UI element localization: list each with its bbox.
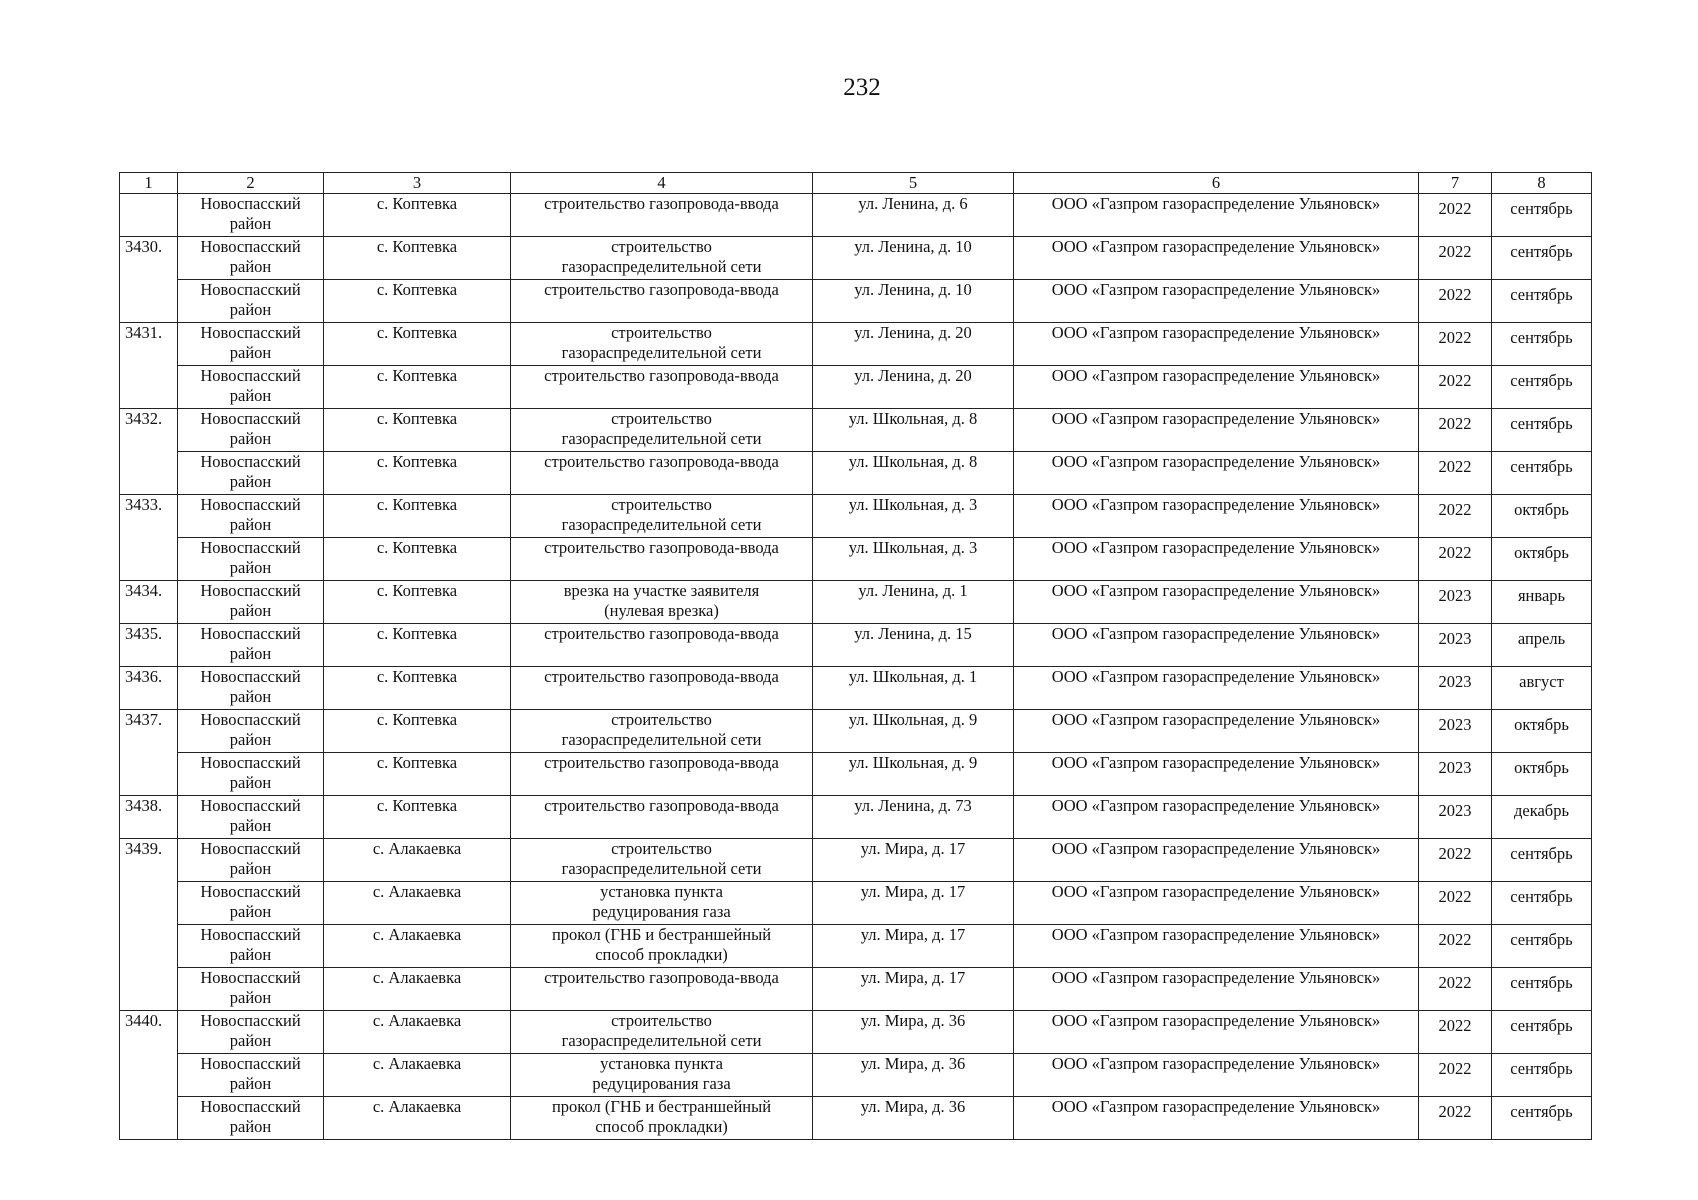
table-row xyxy=(120,538,1592,581)
work-line: газораспределительной сети xyxy=(561,257,762,276)
work-type-cell xyxy=(511,710,813,753)
organization-cell: ООО «Газпром газораспределение Ульяновск» xyxy=(1014,839,1419,882)
district-line: Новоспасский xyxy=(200,323,301,342)
district-cell xyxy=(178,925,324,968)
organization-cell: ООО «Газпром газораспределение Ульяновск» xyxy=(1014,495,1419,538)
table-row xyxy=(120,624,1592,667)
district-cell xyxy=(178,495,324,538)
settlement-cell: с. Коптевка xyxy=(324,452,511,495)
month-cell: декабрь xyxy=(1492,796,1592,839)
settlement-cell: с. Коптевка xyxy=(324,194,511,237)
district-cell xyxy=(178,409,324,452)
work-type-cell xyxy=(511,323,813,366)
district-line: Новоспасский xyxy=(200,882,301,901)
district-line: Новоспасский xyxy=(200,366,301,385)
year-cell: 2022 xyxy=(1419,1097,1492,1140)
month-cell: сентябрь xyxy=(1492,237,1592,280)
year-cell: 2022 xyxy=(1419,1054,1492,1097)
settlement-cell: с. Коптевка xyxy=(324,624,511,667)
settlement-cell: с. Алакаевка xyxy=(324,882,511,925)
organization-cell: ООО «Газпром газораспределение Ульяновск» xyxy=(1014,1097,1419,1140)
address-cell: ул. Мира, д. 17 xyxy=(813,968,1014,1011)
work-type-cell xyxy=(511,839,813,882)
address-cell: ул. Мира, д. 17 xyxy=(813,882,1014,925)
district-line: Новоспасский xyxy=(200,237,301,256)
district-line: Новоспасский xyxy=(200,624,301,643)
year-cell: 2022 xyxy=(1419,409,1492,452)
row-number: 3433. xyxy=(120,495,178,538)
settlement-cell: с. Алакаевка xyxy=(324,1054,511,1097)
year-cell: 2023 xyxy=(1419,581,1492,624)
work-line: прокол (ГНБ и бестраншейный xyxy=(551,925,772,944)
organization-cell: ООО «Газпром газораспределение Ульяновск» xyxy=(1014,323,1419,366)
year-cell: 2022 xyxy=(1419,495,1492,538)
table-row xyxy=(120,409,1592,452)
district-line: Новоспасский xyxy=(200,495,301,514)
work-line: редуцирования газа xyxy=(592,1074,731,1093)
work-line: способ прокладки) xyxy=(595,945,728,964)
row-number xyxy=(120,452,178,495)
header-cell: 2 xyxy=(178,173,324,194)
month-cell: сентябрь xyxy=(1492,1054,1592,1097)
district-line: Новоспасский xyxy=(200,796,301,815)
district-cell xyxy=(178,1097,324,1140)
district-line: Новоспасский xyxy=(200,839,301,858)
work-line: газораспределительной сети xyxy=(561,730,762,749)
work-line: газораспределительной сети xyxy=(561,859,762,878)
row-number xyxy=(120,882,178,925)
table-row xyxy=(120,1054,1592,1097)
year-cell: 2022 xyxy=(1419,280,1492,323)
settlement-cell: с. Алакаевка xyxy=(324,1011,511,1054)
month-cell: сентябрь xyxy=(1492,1097,1592,1140)
address-cell: ул. Ленина, д. 6 xyxy=(813,194,1014,237)
district-cell xyxy=(178,280,324,323)
settlement-cell: с. Коптевка xyxy=(324,538,511,581)
district-line: Новоспасский xyxy=(200,409,301,428)
year-cell: 2022 xyxy=(1419,237,1492,280)
work-line: строительство газопровода-ввода xyxy=(544,968,779,987)
table-row xyxy=(120,280,1592,323)
work-line: газораспределительной сети xyxy=(561,343,762,362)
month-cell: январь xyxy=(1492,581,1592,624)
table-row xyxy=(120,581,1592,624)
district-line: район xyxy=(229,558,272,577)
address-cell: ул. Школьная, д. 8 xyxy=(813,409,1014,452)
work-type-cell xyxy=(511,753,813,796)
work-line: строительство газопровода-ввода xyxy=(544,366,779,385)
work-type-cell xyxy=(511,968,813,1011)
district-cell xyxy=(178,538,324,581)
year-cell: 2023 xyxy=(1419,710,1492,753)
row-number xyxy=(120,1054,178,1097)
address-cell: ул. Ленина, д. 10 xyxy=(813,237,1014,280)
row-number: 3438. xyxy=(120,796,178,839)
address-cell: ул. Школьная, д. 9 xyxy=(813,753,1014,796)
settlement-cell: с. Алакаевка xyxy=(324,839,511,882)
table-row xyxy=(120,710,1592,753)
work-type-cell xyxy=(511,409,813,452)
row-number xyxy=(120,753,178,796)
settlement-cell: с. Коптевка xyxy=(324,581,511,624)
work-type-cell xyxy=(511,495,813,538)
table-row xyxy=(120,753,1592,796)
district-cell xyxy=(178,839,324,882)
district-cell xyxy=(178,1054,324,1097)
month-cell: сентябрь xyxy=(1492,409,1592,452)
work-type-cell xyxy=(511,925,813,968)
month-cell: октябрь xyxy=(1492,495,1592,538)
row-number: 3432. xyxy=(120,409,178,452)
month-cell: сентябрь xyxy=(1492,925,1592,968)
row-number: 3437. xyxy=(120,710,178,753)
district-line: район xyxy=(229,773,272,792)
month-cell: сентябрь xyxy=(1492,280,1592,323)
year-cell: 2022 xyxy=(1419,452,1492,495)
work-line: установка пункта xyxy=(600,1054,723,1073)
settlement-cell: с. Коптевка xyxy=(324,667,511,710)
settlement-cell: с. Коптевка xyxy=(324,237,511,280)
district-cell xyxy=(178,624,324,667)
district-line: район xyxy=(229,257,272,276)
work-line: строительство xyxy=(611,495,712,514)
address-cell: ул. Мира, д. 17 xyxy=(813,839,1014,882)
work-line: строительство газопровода-ввода xyxy=(544,194,779,213)
row-number xyxy=(120,968,178,1011)
settlement-cell: с. Алакаевка xyxy=(324,968,511,1011)
address-cell: ул. Мира, д. 17 xyxy=(813,925,1014,968)
header-cell: 7 xyxy=(1419,173,1492,194)
work-line: строительство xyxy=(611,839,712,858)
row-number: 3436. xyxy=(120,667,178,710)
settlement-cell: с. Коптевка xyxy=(324,753,511,796)
work-line: врезка на участке заявителя xyxy=(563,581,760,600)
work-line: строительство xyxy=(611,1011,712,1030)
district-cell xyxy=(178,237,324,280)
year-cell: 2022 xyxy=(1419,323,1492,366)
work-type-cell xyxy=(511,280,813,323)
work-type-cell xyxy=(511,882,813,925)
organization-cell: ООО «Газпром газораспределение Ульяновск» xyxy=(1014,753,1419,796)
table-row xyxy=(120,1097,1592,1140)
month-cell: октябрь xyxy=(1492,538,1592,581)
settlement-cell: с. Алакаевка xyxy=(324,1097,511,1140)
work-line: (нулевая врезка) xyxy=(604,601,719,620)
address-cell: ул. Школьная, д. 8 xyxy=(813,452,1014,495)
work-line: установка пункта xyxy=(600,882,723,901)
district-line: район xyxy=(229,429,272,448)
header-cell: 1 xyxy=(120,173,178,194)
header-cell: 6 xyxy=(1014,173,1419,194)
address-cell: ул. Мира, д. 36 xyxy=(813,1097,1014,1140)
address-cell: ул. Мира, д. 36 xyxy=(813,1054,1014,1097)
district-cell xyxy=(178,882,324,925)
header-row xyxy=(120,173,1592,194)
organization-cell: ООО «Газпром газораспределение Ульяновск» xyxy=(1014,796,1419,839)
row-number xyxy=(120,280,178,323)
year-cell: 2023 xyxy=(1419,624,1492,667)
row-number: 3439. xyxy=(120,839,178,882)
district-line: Новоспасский xyxy=(200,667,301,686)
work-line: газораспределительной сети xyxy=(561,429,762,448)
work-type-cell xyxy=(511,667,813,710)
work-type-cell xyxy=(511,624,813,667)
work-line: строительство газопровода-ввода xyxy=(544,452,779,471)
month-cell: август xyxy=(1492,667,1592,710)
year-cell: 2022 xyxy=(1419,1011,1492,1054)
table-row xyxy=(120,366,1592,409)
year-cell: 2022 xyxy=(1419,194,1492,237)
organization-cell: ООО «Газпром газораспределение Ульяновск» xyxy=(1014,710,1419,753)
year-cell: 2022 xyxy=(1419,366,1492,409)
table-row xyxy=(120,495,1592,538)
work-line: редуцирования газа xyxy=(592,902,731,921)
district-line: район xyxy=(229,816,272,835)
organization-cell: ООО «Газпром газораспределение Ульяновск» xyxy=(1014,581,1419,624)
address-cell: ул. Школьная, д. 3 xyxy=(813,538,1014,581)
district-line: район xyxy=(229,472,272,491)
settlement-cell: с. Коптевка xyxy=(324,409,511,452)
district-line: Новоспасский xyxy=(200,968,301,987)
district-cell xyxy=(178,581,324,624)
row-number: 3431. xyxy=(120,323,178,366)
organization-cell: ООО «Газпром газораспределение Ульяновск» xyxy=(1014,667,1419,710)
district-line: район xyxy=(229,1074,272,1093)
year-cell: 2023 xyxy=(1419,796,1492,839)
district-line: район xyxy=(229,859,272,878)
district-cell xyxy=(178,366,324,409)
month-cell: сентябрь xyxy=(1492,194,1592,237)
address-cell: ул. Ленина, д. 20 xyxy=(813,323,1014,366)
settlement-cell: с. Алакаевка xyxy=(324,925,511,968)
work-type-cell xyxy=(511,366,813,409)
row-number xyxy=(120,1097,178,1140)
settlement-cell: с. Коптевка xyxy=(324,280,511,323)
work-line: строительство газопровода-ввода xyxy=(544,538,779,557)
work-type-cell xyxy=(511,796,813,839)
district-cell xyxy=(178,1011,324,1054)
work-line: строительство xyxy=(611,237,712,256)
district-line: Новоспасский xyxy=(200,538,301,557)
district-line: Новоспасский xyxy=(200,1097,301,1116)
row-number: 3435. xyxy=(120,624,178,667)
organization-cell: ООО «Газпром газораспределение Ульяновск» xyxy=(1014,452,1419,495)
row-number xyxy=(120,194,178,237)
district-line: Новоспасский xyxy=(200,280,301,299)
table-row xyxy=(120,237,1592,280)
month-cell: октябрь xyxy=(1492,753,1592,796)
district-line: район xyxy=(229,300,272,319)
organization-cell: ООО «Газпром газораспределение Ульяновск» xyxy=(1014,968,1419,1011)
district-line: район xyxy=(229,988,272,1007)
year-cell: 2022 xyxy=(1419,925,1492,968)
work-type-cell xyxy=(511,1011,813,1054)
year-cell: 2022 xyxy=(1419,538,1492,581)
district-line: Новоспасский xyxy=(200,452,301,471)
organization-cell: ООО «Газпром газораспределение Ульяновск» xyxy=(1014,366,1419,409)
organization-cell: ООО «Газпром газораспределение Ульяновск» xyxy=(1014,1011,1419,1054)
header-cell: 5 xyxy=(813,173,1014,194)
year-cell: 2022 xyxy=(1419,968,1492,1011)
month-cell: сентябрь xyxy=(1492,323,1592,366)
district-cell xyxy=(178,796,324,839)
district-line: Новоспасский xyxy=(200,581,301,600)
table-row xyxy=(120,925,1592,968)
work-line: строительство xyxy=(611,710,712,729)
organization-cell: ООО «Газпром газораспределение Ульяновск» xyxy=(1014,237,1419,280)
district-cell xyxy=(178,323,324,366)
year-cell: 2023 xyxy=(1419,667,1492,710)
work-type-cell xyxy=(511,194,813,237)
month-cell: апрель xyxy=(1492,624,1592,667)
organization-cell: ООО «Газпром газораспределение Ульяновск» xyxy=(1014,882,1419,925)
work-line: строительство xyxy=(611,323,712,342)
district-line: район xyxy=(229,945,272,964)
work-type-cell xyxy=(511,1054,813,1097)
district-line: Новоспасский xyxy=(200,1011,301,1030)
address-cell: ул. Школьная, д. 3 xyxy=(813,495,1014,538)
table-row xyxy=(120,667,1592,710)
organization-cell: ООО «Газпром газораспределение Ульяновск» xyxy=(1014,1054,1419,1097)
header-cell: 4 xyxy=(511,173,813,194)
district-line: район xyxy=(229,730,272,749)
district-line: район xyxy=(229,902,272,921)
district-line: район xyxy=(229,1031,272,1050)
work-line: строительство газопровода-ввода xyxy=(544,796,779,815)
district-line: Новоспасский xyxy=(200,194,301,213)
month-cell: сентябрь xyxy=(1492,968,1592,1011)
address-cell: ул. Ленина, д. 73 xyxy=(813,796,1014,839)
settlement-cell: с. Коптевка xyxy=(324,710,511,753)
organization-cell: ООО «Газпром газораспределение Ульяновск» xyxy=(1014,538,1419,581)
district-line: район xyxy=(229,687,272,706)
district-line: район xyxy=(229,601,272,620)
work-line: строительство xyxy=(611,409,712,428)
schedule-table xyxy=(119,172,1592,1140)
table-row xyxy=(120,882,1592,925)
address-cell: ул. Ленина, д. 1 xyxy=(813,581,1014,624)
table-row xyxy=(120,1011,1592,1054)
month-cell: сентябрь xyxy=(1492,1011,1592,1054)
header-cell: 3 xyxy=(324,173,511,194)
work-line: строительство газопровода-ввода xyxy=(544,624,779,643)
row-number: 3434. xyxy=(120,581,178,624)
district-line: район xyxy=(229,515,272,534)
address-cell: ул. Ленина, д. 10 xyxy=(813,280,1014,323)
work-line: прокол (ГНБ и бестраншейный xyxy=(551,1097,772,1116)
district-line: район xyxy=(229,214,272,233)
organization-cell: ООО «Газпром газораспределение Ульяновск» xyxy=(1014,194,1419,237)
district-cell xyxy=(178,968,324,1011)
row-number xyxy=(120,538,178,581)
month-cell: сентябрь xyxy=(1492,882,1592,925)
district-line: район xyxy=(229,343,272,362)
work-line: способ прокладки) xyxy=(595,1117,728,1136)
work-line: строительство газопровода-ввода xyxy=(544,280,779,299)
month-cell: сентябрь xyxy=(1492,366,1592,409)
work-type-cell xyxy=(511,538,813,581)
table-row xyxy=(120,194,1592,237)
row-number: 3440. xyxy=(120,1011,178,1054)
header-cell: 8 xyxy=(1492,173,1592,194)
month-cell: октябрь xyxy=(1492,710,1592,753)
settlement-cell: с. Коптевка xyxy=(324,495,511,538)
district-line: Новоспасский xyxy=(200,925,301,944)
page-number: 232 xyxy=(843,74,881,101)
work-type-cell xyxy=(511,581,813,624)
work-type-cell xyxy=(511,452,813,495)
table-row xyxy=(120,968,1592,1011)
month-cell: сентябрь xyxy=(1492,452,1592,495)
organization-cell: ООО «Газпром газораспределение Ульяновск» xyxy=(1014,280,1419,323)
organization-cell: ООО «Газпром газораспределение Ульяновск» xyxy=(1014,925,1419,968)
row-number: 3430. xyxy=(120,237,178,280)
table-row xyxy=(120,452,1592,495)
work-type-cell xyxy=(511,237,813,280)
organization-cell: ООО «Газпром газораспределение Ульяновск» xyxy=(1014,624,1419,667)
address-cell: ул. Мира, д. 36 xyxy=(813,1011,1014,1054)
settlement-cell: с. Коптевка xyxy=(324,366,511,409)
table-row xyxy=(120,323,1592,366)
district-cell xyxy=(178,194,324,237)
year-cell: 2022 xyxy=(1419,882,1492,925)
settlement-cell: с. Коптевка xyxy=(324,323,511,366)
district-cell xyxy=(178,667,324,710)
table-row xyxy=(120,839,1592,882)
district-line: Новоспасский xyxy=(200,753,301,772)
work-line: строительство газопровода-ввода xyxy=(544,753,779,772)
district-cell xyxy=(178,753,324,796)
work-line: строительство газопровода-ввода xyxy=(544,667,779,686)
district-line: Новоспасский xyxy=(200,710,301,729)
address-cell: ул. Ленина, д. 15 xyxy=(813,624,1014,667)
work-line: газораспределительной сети xyxy=(561,1031,762,1050)
address-cell: ул. Школьная, д. 9 xyxy=(813,710,1014,753)
address-cell: ул. Школьная, д. 1 xyxy=(813,667,1014,710)
year-cell: 2023 xyxy=(1419,753,1492,796)
district-line: район xyxy=(229,386,272,405)
row-number xyxy=(120,366,178,409)
address-cell: ул. Ленина, д. 20 xyxy=(813,366,1014,409)
work-line: газораспределительной сети xyxy=(561,515,762,534)
district-cell xyxy=(178,452,324,495)
organization-cell: ООО «Газпром газораспределение Ульяновск» xyxy=(1014,409,1419,452)
district-line: Новоспасский xyxy=(200,1054,301,1073)
settlement-cell: с. Коптевка xyxy=(324,796,511,839)
row-number xyxy=(120,925,178,968)
table-row xyxy=(120,796,1592,839)
district-line: район xyxy=(229,1117,272,1136)
district-cell xyxy=(178,710,324,753)
month-cell: сентябрь xyxy=(1492,839,1592,882)
district-line: район xyxy=(229,644,272,663)
year-cell: 2022 xyxy=(1419,839,1492,882)
work-type-cell xyxy=(511,1097,813,1140)
